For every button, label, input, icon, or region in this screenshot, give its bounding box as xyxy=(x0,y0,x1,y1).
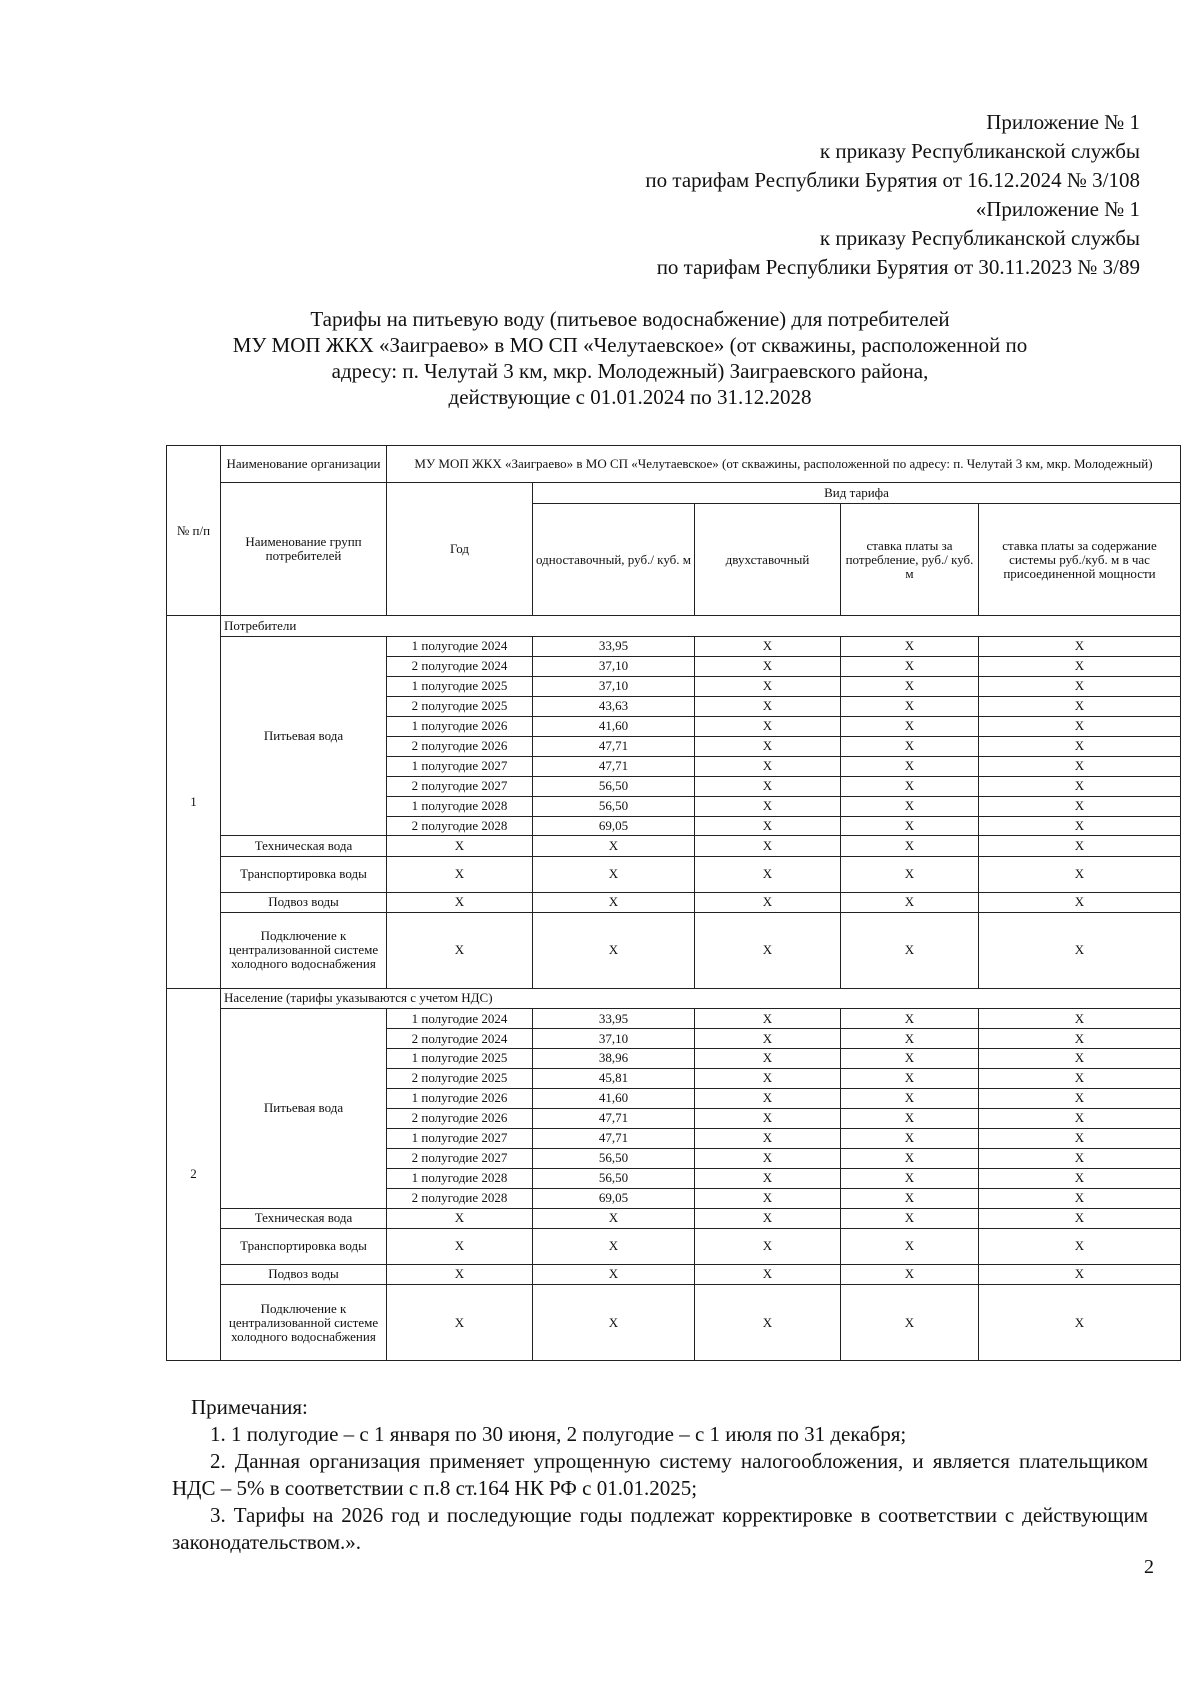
period-cell: 2 полугодие 2027 xyxy=(387,1148,533,1168)
period-cell: 1 полугодие 2028 xyxy=(387,1168,533,1188)
title-line: МУ МОП ЖКХ «Заиграево» в МО СП «Челутаевское» (от скважины, расположенной по xyxy=(232,333,1028,357)
period-cell: 1 полугодие 2024 xyxy=(387,636,533,656)
maintenance-rate-cell: X xyxy=(979,816,1181,836)
year-cell: X xyxy=(387,1229,533,1265)
consumption-rate-cell: X xyxy=(841,1168,979,1188)
consumption-rate-cell: X xyxy=(841,776,979,796)
note-item: 3. Тарифы на 2026 год и последующие годы подлежат корректировке в соответствии с действующим законодательством.». xyxy=(172,1503,1148,1554)
single-rate-cell: 38,96 xyxy=(533,1049,695,1069)
single-rate-cell: X xyxy=(533,1208,695,1229)
consumption-rate-cell: X xyxy=(841,696,979,716)
single-rate-cell: X xyxy=(533,1264,695,1285)
maintenance-rate-cell: X xyxy=(979,776,1181,796)
single-rate-cell: 69,05 xyxy=(533,1188,695,1208)
notes-heading: Примечания: xyxy=(191,1395,308,1419)
consumption-rate-cell: X xyxy=(841,636,979,656)
tariff-table xyxy=(166,445,1181,1361)
period-cell: 1 полугодие 2025 xyxy=(387,676,533,696)
consumption-rate-cell: X xyxy=(841,1088,979,1108)
consumption-rate-cell: X xyxy=(841,1208,979,1229)
single-rate-cell: X xyxy=(533,913,695,989)
maintenance-rate-cell: X xyxy=(979,1088,1181,1108)
col-header-org-label: Наименование организации xyxy=(221,446,387,483)
year-cell: X xyxy=(387,913,533,989)
two-rate-cell: X xyxy=(695,1029,841,1049)
col-header-year: Год xyxy=(387,482,533,616)
two-rate-cell: X xyxy=(695,1049,841,1069)
period-cell: 2 полугодие 2027 xyxy=(387,776,533,796)
consumption-rate-cell: X xyxy=(841,656,979,676)
consumption-rate-cell: X xyxy=(841,1009,979,1029)
maintenance-rate-cell: X xyxy=(979,796,1181,816)
two-rate-cell: X xyxy=(695,696,841,716)
consumption-rate-cell: X xyxy=(841,913,979,989)
maintenance-rate-cell: X xyxy=(979,1029,1181,1049)
two-rate-cell: X xyxy=(695,1108,841,1128)
year-cell: X xyxy=(387,856,533,892)
period-cell: 2 полугодие 2025 xyxy=(387,696,533,716)
service-label: Транспортировка воды xyxy=(221,1229,387,1265)
single-rate-cell: 56,50 xyxy=(533,1168,695,1188)
maintenance-rate-cell: X xyxy=(979,1128,1181,1148)
header-line: по тарифам Республики Бурятия от 30.11.2023 № 3/89 xyxy=(656,255,1140,279)
note-item: 1. 1 полугодие – с 1 января по 30 июня, 2 полугодие – с 1 июля по 31 декабря; xyxy=(210,1422,907,1446)
two-rate-cell: X xyxy=(695,676,841,696)
service-label: Техническая вода xyxy=(221,1208,387,1229)
single-rate-cell: X xyxy=(533,1229,695,1265)
drinking-water-label: Питьевая вода xyxy=(221,1009,387,1209)
single-rate-cell: 33,95 xyxy=(533,636,695,656)
maintenance-rate-cell: X xyxy=(979,756,1181,776)
two-rate-cell: X xyxy=(695,736,841,756)
year-cell: X xyxy=(387,836,533,857)
single-rate-cell: 69,05 xyxy=(533,816,695,836)
drinking-water-label: Питьевая вода xyxy=(221,636,387,836)
two-rate-cell: X xyxy=(695,636,841,656)
maintenance-rate-cell: X xyxy=(979,1148,1181,1168)
tariff-type-header: Вид тарифа xyxy=(533,482,1181,504)
single-rate-cell: 47,71 xyxy=(533,1108,695,1128)
maintenance-rate-cell: X xyxy=(979,856,1181,892)
two-rate-cell: X xyxy=(695,1068,841,1088)
single-rate-cell: 56,50 xyxy=(533,1148,695,1168)
two-rate-cell: X xyxy=(695,856,841,892)
maintenance-rate-cell: X xyxy=(979,1168,1181,1188)
period-cell: 2 полугодие 2026 xyxy=(387,736,533,756)
single-rate-cell: 41,60 xyxy=(533,716,695,736)
single-rate-cell: 45,81 xyxy=(533,1068,695,1088)
period-cell: 1 полугодие 2026 xyxy=(387,1088,533,1108)
consumption-rate-cell: X xyxy=(841,1128,979,1148)
consumption-rate-cell: X xyxy=(841,836,979,857)
single-rate-cell: 37,10 xyxy=(533,1029,695,1049)
two-rate-cell: X xyxy=(695,816,841,836)
period-cell: 1 полугодие 2026 xyxy=(387,716,533,736)
maintenance-rate-cell: X xyxy=(979,636,1181,656)
consumption-rate-cell: X xyxy=(841,1108,979,1128)
single-rate-cell: 43,63 xyxy=(533,696,695,716)
single-rate-cell: 56,50 xyxy=(533,796,695,816)
period-cell: 2 полугодие 2028 xyxy=(387,1188,533,1208)
appendix-header xyxy=(645,108,1140,282)
period-cell: 2 полугодие 2026 xyxy=(387,1108,533,1128)
org-name: МУ МОП ЖКХ «Заиграево» в МО СП «Челутаевское» (от скважины, расположенной по адресу: п. Челутай 3 км, мкр. Молодежный) xyxy=(387,446,1181,483)
consumption-rate-cell: X xyxy=(841,1229,979,1265)
two-rate-cell: X xyxy=(695,776,841,796)
two-rate-cell: X xyxy=(695,1168,841,1188)
maintenance-rate-cell: X xyxy=(979,1188,1181,1208)
two-rate-cell: X xyxy=(695,656,841,676)
single-rate-cell: 47,71 xyxy=(533,736,695,756)
header-line: к приказу Республиканской службы xyxy=(819,226,1140,250)
consumption-rate-cell: X xyxy=(841,892,979,913)
service-label: Подключение к централизованной системе холодного водоснабжения xyxy=(221,1285,387,1361)
year-cell: X xyxy=(387,1285,533,1361)
consumption-rate-cell: X xyxy=(841,1029,979,1049)
title-line: действующие с 01.01.2024 по 31.12.2028 xyxy=(448,385,812,409)
single-rate-cell: X xyxy=(533,1285,695,1361)
two-rate-cell: X xyxy=(695,1009,841,1029)
section-heading: Потребители xyxy=(221,616,1181,637)
maintenance-rate-cell: X xyxy=(979,1208,1181,1229)
year-cell: X xyxy=(387,1208,533,1229)
period-cell: 2 полугодие 2025 xyxy=(387,1068,533,1088)
consumption-rate-cell: X xyxy=(841,796,979,816)
two-rate-cell: X xyxy=(695,836,841,857)
single-rate-cell: 37,10 xyxy=(533,656,695,676)
single-rate-cell: 41,60 xyxy=(533,1088,695,1108)
service-label: Транспортировка воды xyxy=(221,856,387,892)
single-rate-cell: X xyxy=(533,892,695,913)
two-rate-cell: X xyxy=(695,913,841,989)
period-cell: 1 полугодие 2024 xyxy=(387,1009,533,1029)
service-label: Подключение к централизованной системе холодного водоснабжения xyxy=(221,913,387,989)
period-cell: 1 полугодие 2028 xyxy=(387,796,533,816)
maintenance-rate-cell: X xyxy=(979,1009,1181,1029)
consumption-rate-cell: X xyxy=(841,756,979,776)
period-cell: 2 полугодие 2024 xyxy=(387,1029,533,1049)
consumption-rate-cell: X xyxy=(841,716,979,736)
maintenance-rate-cell: X xyxy=(979,696,1181,716)
single-rate-cell: X xyxy=(533,856,695,892)
consumption-rate-cell: X xyxy=(841,1285,979,1361)
col-header-two-rate: двухставочный xyxy=(695,504,841,616)
maintenance-rate-cell: X xyxy=(979,1049,1181,1069)
two-rate-cell: X xyxy=(695,716,841,736)
maintenance-rate-cell: X xyxy=(979,1229,1181,1265)
col-header-maintenance-rate: ставка платы за содержание системы руб./куб. м в час присоединенной мощности xyxy=(979,504,1181,616)
period-cell: 2 полугодие 2024 xyxy=(387,656,533,676)
service-label: Подвоз воды xyxy=(221,892,387,913)
section-heading: Население (тарифы указываются с учетом НДС) xyxy=(221,988,1181,1009)
single-rate-cell: 47,71 xyxy=(533,756,695,776)
header-line: «Приложение № 1 xyxy=(975,197,1140,221)
notes xyxy=(172,1394,1148,1556)
period-cell: 1 полугодие 2027 xyxy=(387,1128,533,1148)
maintenance-rate-cell: X xyxy=(979,736,1181,756)
header-line: Приложение № 1 xyxy=(986,110,1140,134)
consumption-rate-cell: X xyxy=(841,856,979,892)
year-cell: X xyxy=(387,1264,533,1285)
consumption-rate-cell: X xyxy=(841,816,979,836)
two-rate-cell: X xyxy=(695,1264,841,1285)
single-rate-cell: 37,10 xyxy=(533,676,695,696)
consumption-rate-cell: X xyxy=(841,1049,979,1069)
consumption-rate-cell: X xyxy=(841,1188,979,1208)
consumption-rate-cell: X xyxy=(841,736,979,756)
two-rate-cell: X xyxy=(695,1128,841,1148)
period-cell: 1 полугодие 2025 xyxy=(387,1049,533,1069)
period-cell: 1 полугодие 2027 xyxy=(387,756,533,776)
two-rate-cell: X xyxy=(695,892,841,913)
two-rate-cell: X xyxy=(695,756,841,776)
two-rate-cell: X xyxy=(695,1229,841,1265)
header-line: к приказу Республиканской службы xyxy=(819,139,1140,163)
maintenance-rate-cell: X xyxy=(979,716,1181,736)
two-rate-cell: X xyxy=(695,796,841,816)
maintenance-rate-cell: X xyxy=(979,1285,1181,1361)
consumption-rate-cell: X xyxy=(841,1264,979,1285)
title-line: адресу: п. Челутай 3 км, мкр. Молодежный) Заиграевского района, xyxy=(331,359,929,383)
single-rate-cell: X xyxy=(533,836,695,857)
single-rate-cell: 47,71 xyxy=(533,1128,695,1148)
service-label: Техническая вода xyxy=(221,836,387,857)
document-title xyxy=(200,306,1060,410)
consumption-rate-cell: X xyxy=(841,1148,979,1168)
col-header-num: № п/п xyxy=(167,446,221,616)
note-item: 2. Данная организация применяет упрощенную систему налогообложения, и является плательщиком НДС – 5% в соответствии с п.8 ст.164 НК РФ с 01.01.2025; xyxy=(172,1449,1148,1500)
maintenance-rate-cell: X xyxy=(979,913,1181,989)
header-line: по тарифам Республики Бурятия от 16.12.2024 № 3/108 xyxy=(645,168,1140,192)
section-number: 1 xyxy=(167,616,221,988)
two-rate-cell: X xyxy=(695,1208,841,1229)
col-header-groups: Наименование групп потребителей xyxy=(221,482,387,616)
service-label: Подвоз воды xyxy=(221,1264,387,1285)
two-rate-cell: X xyxy=(695,1188,841,1208)
maintenance-rate-cell: X xyxy=(979,892,1181,913)
maintenance-rate-cell: X xyxy=(979,1108,1181,1128)
single-rate-cell: 56,50 xyxy=(533,776,695,796)
two-rate-cell: X xyxy=(695,1285,841,1361)
maintenance-rate-cell: X xyxy=(979,1264,1181,1285)
title-line: Тарифы на питьевую воду (питьевое водоснабжение) для потребителей xyxy=(310,307,950,331)
two-rate-cell: X xyxy=(695,1148,841,1168)
maintenance-rate-cell: X xyxy=(979,676,1181,696)
section-number: 2 xyxy=(167,988,221,1360)
consumption-rate-cell: X xyxy=(841,676,979,696)
single-rate-cell: 33,95 xyxy=(533,1009,695,1029)
maintenance-rate-cell: X xyxy=(979,1068,1181,1088)
maintenance-rate-cell: X xyxy=(979,836,1181,857)
col-header-consumption-rate: ставка платы за потребление, руб./ куб. м xyxy=(841,504,979,616)
two-rate-cell: X xyxy=(695,1088,841,1108)
col-header-single-rate: одноставочный, руб./ куб. м xyxy=(533,504,695,616)
page-number: 2 xyxy=(1144,1556,1154,1578)
consumption-rate-cell: X xyxy=(841,1068,979,1088)
year-cell: X xyxy=(387,892,533,913)
maintenance-rate-cell: X xyxy=(979,656,1181,676)
period-cell: 2 полугодие 2028 xyxy=(387,816,533,836)
